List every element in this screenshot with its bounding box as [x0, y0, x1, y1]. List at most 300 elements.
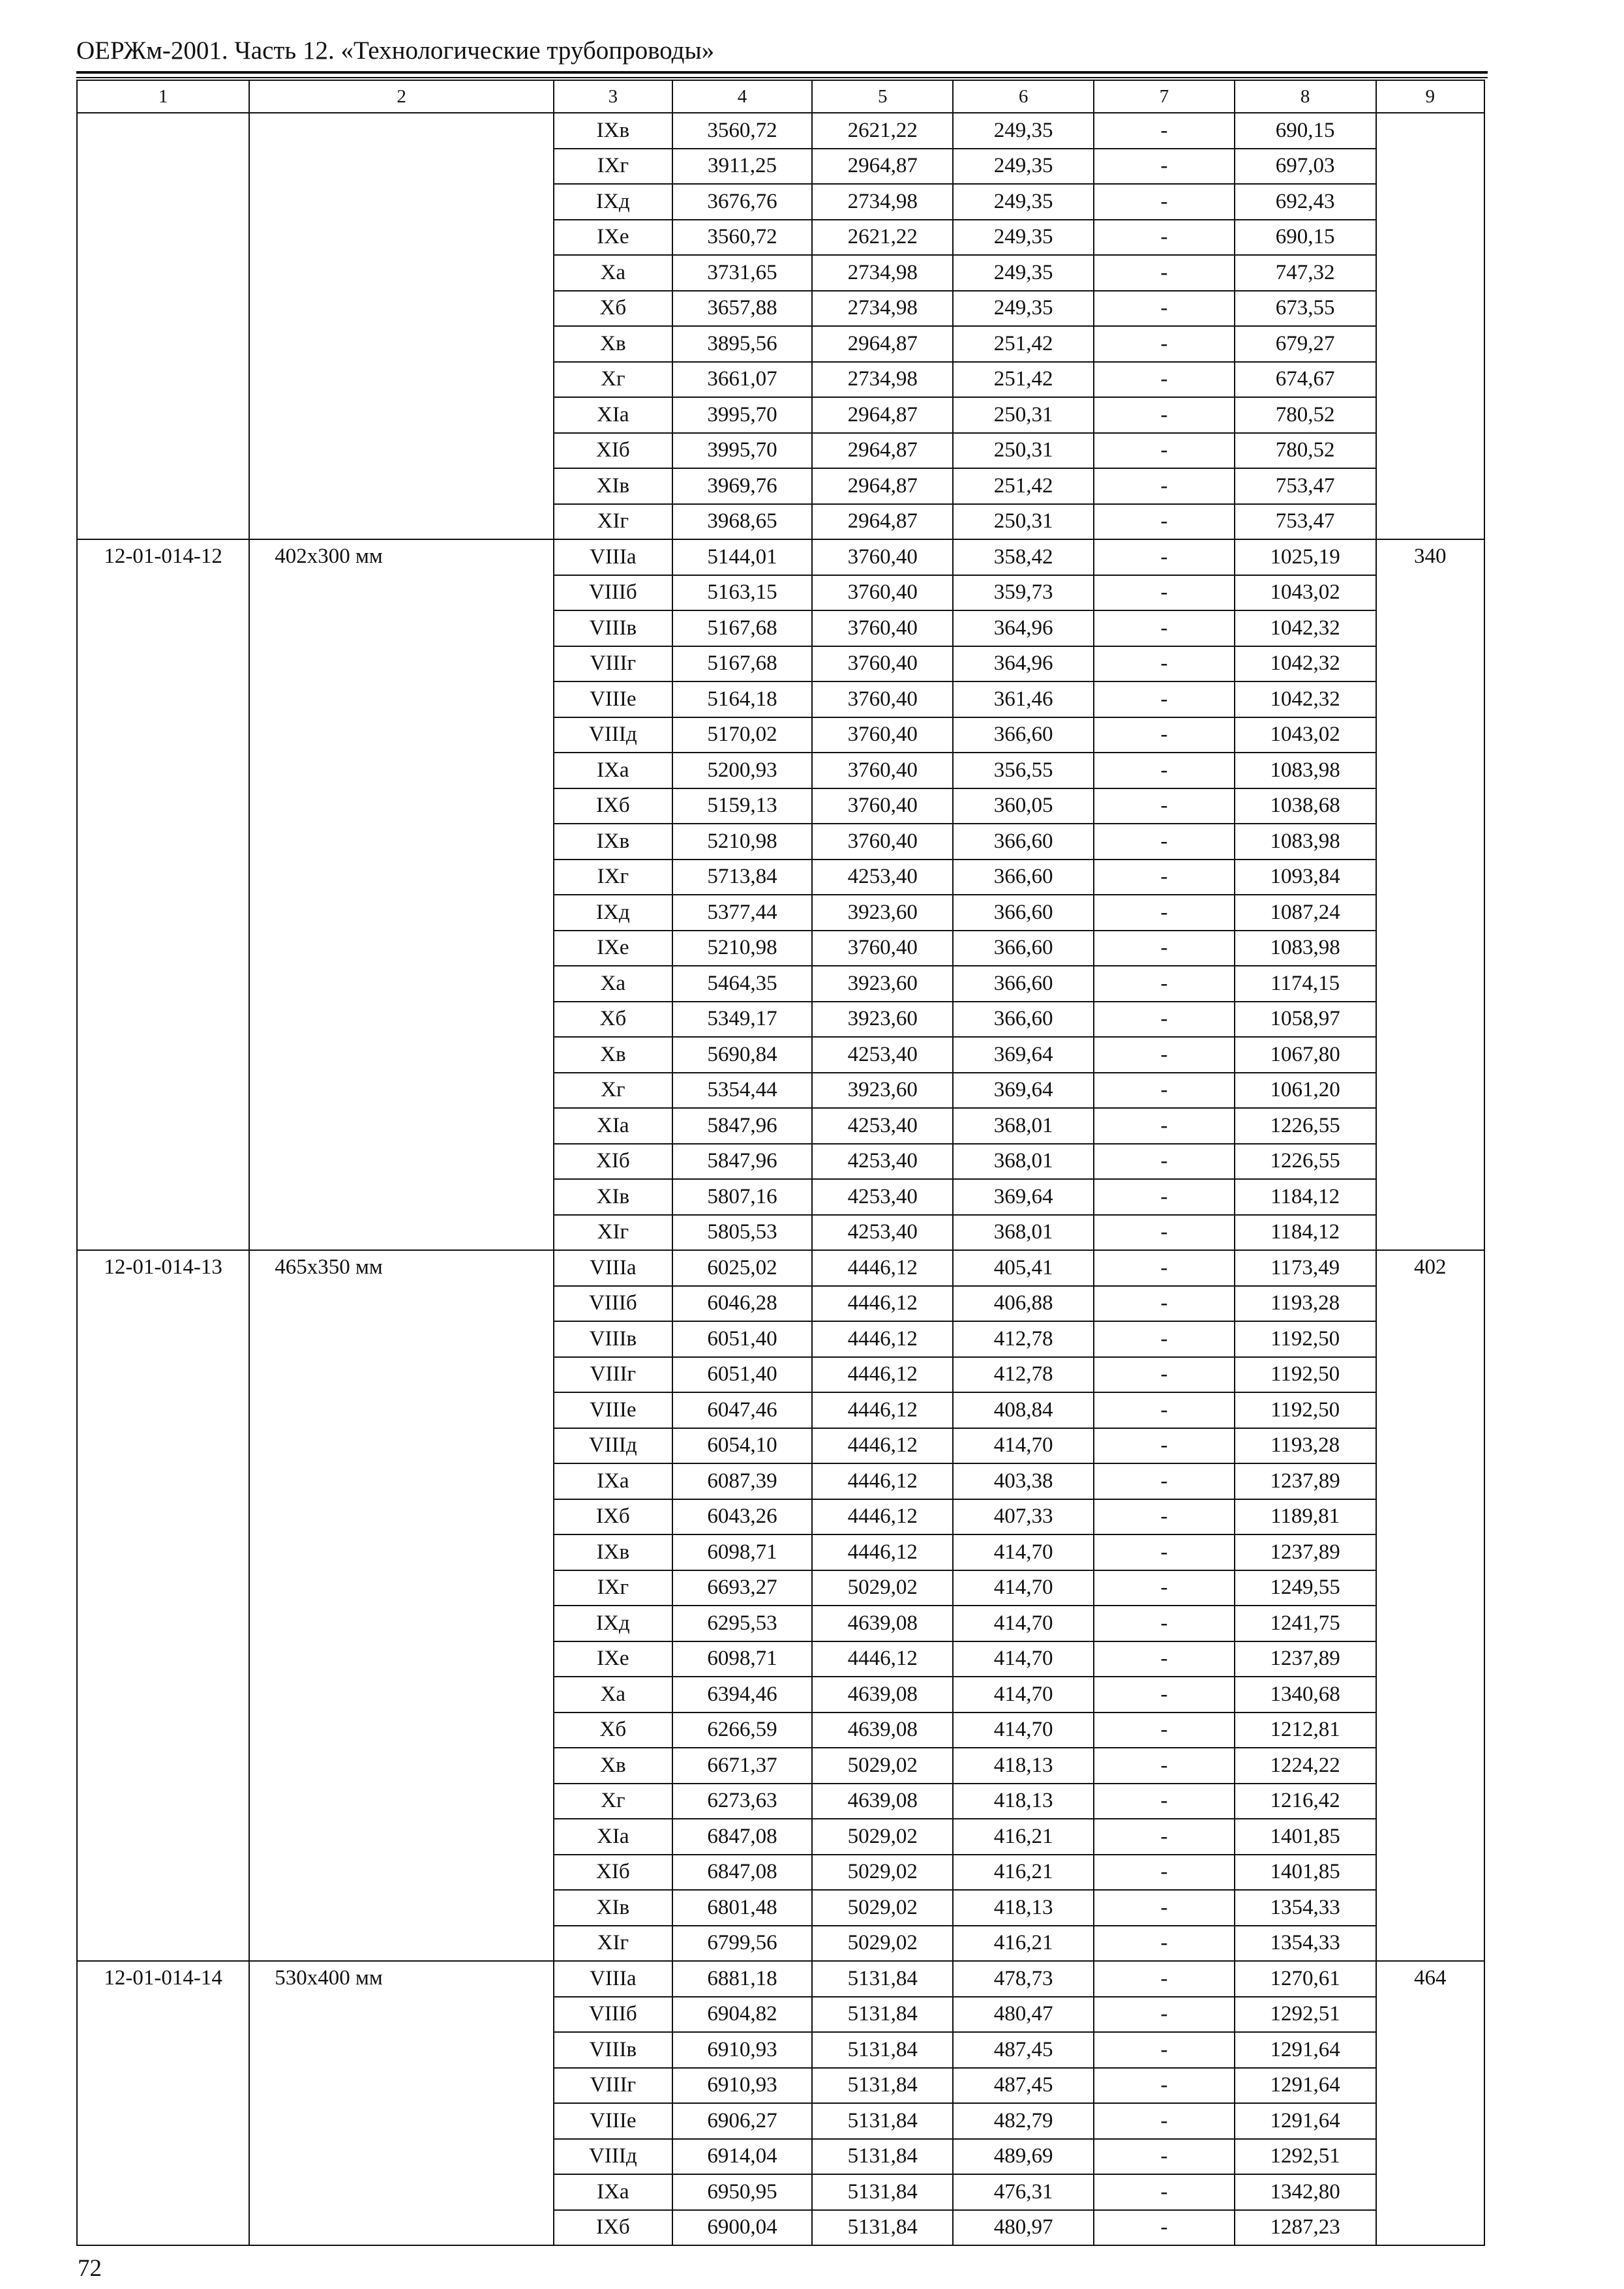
value-cell: 6693,27 — [672, 1570, 813, 1606]
category-cell: IXб — [554, 1499, 672, 1535]
category-cell: Xг — [554, 362, 672, 398]
category-cell: VIIIб — [554, 575, 672, 611]
price-table — [76, 80, 1485, 2246]
value-cell: 366,60 — [953, 895, 1094, 931]
value-cell: 249,35 — [953, 149, 1094, 185]
value-cell: 2621,22 — [812, 220, 953, 256]
value-cell: 250,31 — [953, 504, 1094, 540]
value-cell: 480,97 — [953, 2210, 1094, 2246]
value-cell: 3911,25 — [672, 149, 813, 185]
value-cell: 6394,46 — [672, 1677, 813, 1713]
value-cell: - — [1094, 1819, 1235, 1855]
value-cell: 4253,40 — [812, 1215, 953, 1251]
value-cell: 3760,40 — [812, 717, 953, 753]
value-cell: 2734,98 — [812, 184, 953, 220]
value-cell: - — [1094, 255, 1235, 291]
value-cell: 2964,87 — [812, 433, 953, 469]
value-cell: 6847,08 — [672, 1855, 813, 1891]
value-cell: 1043,02 — [1235, 575, 1376, 611]
value-cell: 5690,84 — [672, 1037, 813, 1073]
value-cell: 368,01 — [953, 1215, 1094, 1251]
category-cell: XIа — [554, 1819, 672, 1855]
value-cell: 5029,02 — [812, 1926, 953, 1962]
category-cell: VIIIе — [554, 1392, 672, 1428]
value-cell: 1173,49 — [1235, 1250, 1376, 1286]
value-cell: 1291,64 — [1235, 2068, 1376, 2104]
value-cell: - — [1094, 895, 1235, 931]
category-cell: VIIIа — [554, 1250, 672, 1286]
value-cell: 414,70 — [953, 1570, 1094, 1606]
value-cell: - — [1094, 1748, 1235, 1784]
category-cell: Xб — [554, 1713, 672, 1748]
value-cell: - — [1094, 1179, 1235, 1215]
value-cell: - — [1094, 1713, 1235, 1748]
rate-code-cell — [77, 113, 249, 539]
value-cell: - — [1094, 1002, 1235, 1038]
value-cell: 4446,12 — [812, 1392, 953, 1428]
value-cell: 3760,40 — [812, 931, 953, 966]
category-cell: IXг — [554, 1570, 672, 1606]
value-cell: 369,64 — [953, 1179, 1094, 1215]
page-number: 72 — [78, 2255, 102, 2282]
value-cell: 674,67 — [1235, 362, 1376, 398]
value-cell: 697,03 — [1235, 149, 1376, 185]
value-cell: 5210,98 — [672, 824, 813, 860]
value-cell: 1354,33 — [1235, 1926, 1376, 1962]
value-cell: - — [1094, 2068, 1235, 2104]
column-number-cell: 9 — [1376, 80, 1484, 113]
column-number-cell: 4 — [672, 80, 813, 113]
value-cell: 3760,40 — [812, 610, 953, 646]
value-cell: 6881,18 — [672, 1961, 813, 1997]
value-cell: 1212,81 — [1235, 1713, 1376, 1748]
value-cell: 1216,42 — [1235, 1784, 1376, 1819]
category-cell: XIб — [554, 1855, 672, 1891]
column-number-cell: 2 — [249, 80, 554, 113]
value-cell: 673,55 — [1235, 291, 1376, 327]
value-cell: 6904,82 — [672, 1997, 813, 2033]
category-cell: Xа — [554, 255, 672, 291]
value-cell: 369,64 — [953, 1037, 1094, 1073]
column-9-value-cell: 464 — [1376, 1961, 1484, 2245]
value-cell: 1184,12 — [1235, 1215, 1376, 1251]
value-cell: 753,47 — [1235, 504, 1376, 540]
value-cell: 1192,50 — [1235, 1321, 1376, 1357]
category-cell: VIIIг — [554, 2068, 672, 2104]
value-cell: - — [1094, 575, 1235, 611]
value-cell: 753,47 — [1235, 468, 1376, 504]
value-cell: 250,31 — [953, 433, 1094, 469]
value-cell: 6950,95 — [672, 2174, 813, 2210]
category-cell: VIIIд — [554, 2139, 672, 2175]
value-cell: 6671,37 — [672, 1748, 813, 1784]
value-cell: - — [1094, 2032, 1235, 2068]
value-cell: 1083,98 — [1235, 753, 1376, 788]
value-cell: - — [1094, 397, 1235, 433]
value-cell: 416,21 — [953, 1855, 1094, 1891]
category-cell: IXа — [554, 753, 672, 788]
category-cell: IXе — [554, 220, 672, 256]
value-cell: 1287,23 — [1235, 2210, 1376, 2246]
category-cell: IXг — [554, 149, 672, 185]
column-number-cell: 3 — [554, 80, 672, 113]
value-cell: 414,70 — [953, 1641, 1094, 1677]
value-cell: - — [1094, 1073, 1235, 1109]
value-cell: 414,70 — [953, 1428, 1094, 1464]
category-cell: VIIIв — [554, 2032, 672, 2068]
value-cell: - — [1094, 362, 1235, 398]
value-cell: 6799,56 — [672, 1926, 813, 1962]
value-cell: - — [1094, 1215, 1235, 1251]
value-cell: 4639,08 — [812, 1677, 953, 1713]
column-9-value-cell — [1376, 113, 1484, 539]
value-cell: 3760,40 — [812, 646, 953, 682]
value-cell: - — [1094, 433, 1235, 469]
category-cell: VIIIв — [554, 610, 672, 646]
value-cell: 5164,18 — [672, 681, 813, 717]
value-cell: 3895,56 — [672, 326, 813, 362]
value-cell: 4253,40 — [812, 860, 953, 895]
value-cell: 6295,53 — [672, 1606, 813, 1641]
value-cell: 407,33 — [953, 1499, 1094, 1535]
value-cell: 5131,84 — [812, 2210, 953, 2246]
value-cell: 6910,93 — [672, 2068, 813, 2104]
value-cell: - — [1094, 326, 1235, 362]
value-cell: - — [1094, 824, 1235, 860]
value-cell: - — [1094, 717, 1235, 753]
pipe-size-cell: 530х400 мм — [249, 1961, 554, 2245]
category-cell: Xа — [554, 966, 672, 1002]
value-cell: 359,73 — [953, 575, 1094, 611]
value-cell: - — [1094, 1392, 1235, 1428]
value-cell: - — [1094, 788, 1235, 824]
column-9-value-cell: 402 — [1376, 1250, 1484, 1961]
value-cell: 1237,89 — [1235, 1534, 1376, 1570]
value-cell: 5200,93 — [672, 753, 813, 788]
value-cell: 5159,13 — [672, 788, 813, 824]
value-cell: 1354,33 — [1235, 1890, 1376, 1926]
value-cell: 780,52 — [1235, 433, 1376, 469]
value-cell: 251,42 — [953, 468, 1094, 504]
value-cell: 6047,46 — [672, 1392, 813, 1428]
category-cell: XIг — [554, 504, 672, 540]
category-cell: VIIIд — [554, 1428, 672, 1464]
value-cell: 2734,98 — [812, 291, 953, 327]
value-cell: 4446,12 — [812, 1286, 953, 1322]
value-cell: 2621,22 — [812, 113, 953, 149]
value-cell: 1083,98 — [1235, 824, 1376, 860]
category-cell: Xб — [554, 1002, 672, 1038]
value-cell: 1292,51 — [1235, 2139, 1376, 2175]
column-number-cell: 7 — [1094, 80, 1235, 113]
value-cell: - — [1094, 184, 1235, 220]
value-cell: 1025,19 — [1235, 539, 1376, 575]
value-cell: 6910,93 — [672, 2032, 813, 2068]
category-cell: IXв — [554, 113, 672, 149]
category-cell: XIв — [554, 1179, 672, 1215]
value-cell: 364,96 — [953, 646, 1094, 682]
value-cell: 418,13 — [953, 1748, 1094, 1784]
value-cell: - — [1094, 1428, 1235, 1464]
value-cell: 478,73 — [953, 1961, 1094, 1997]
value-cell: 6051,40 — [672, 1357, 813, 1393]
rate-code-cell: 12-01-014-12 — [77, 539, 249, 1250]
value-cell: 690,15 — [1235, 220, 1376, 256]
value-cell: 6046,28 — [672, 1286, 813, 1322]
value-cell: - — [1094, 610, 1235, 646]
value-cell: 5029,02 — [812, 1819, 953, 1855]
value-cell: - — [1094, 291, 1235, 327]
header-rule-thin — [76, 77, 1488, 78]
category-cell: Xв — [554, 326, 672, 362]
category-cell: IXв — [554, 824, 672, 860]
document-header-title: ОЕРЖм-2001. Часть 12. «Технологические трубопроводы» — [76, 37, 715, 65]
value-cell: - — [1094, 860, 1235, 895]
category-cell: IXв — [554, 1534, 672, 1570]
value-cell: 1291,64 — [1235, 2103, 1376, 2139]
value-cell: 4446,12 — [812, 1321, 953, 1357]
value-cell: - — [1094, 2210, 1235, 2246]
value-cell: 6914,04 — [672, 2139, 813, 2175]
value-cell: 249,35 — [953, 255, 1094, 291]
value-cell: 366,60 — [953, 1002, 1094, 1038]
category-cell: VIIIа — [554, 539, 672, 575]
value-cell: - — [1094, 1961, 1235, 1997]
value-cell: 412,78 — [953, 1321, 1094, 1357]
value-cell: 366,60 — [953, 717, 1094, 753]
value-cell: 2964,87 — [812, 397, 953, 433]
value-cell: 249,35 — [953, 220, 1094, 256]
value-cell: 4446,12 — [812, 1357, 953, 1393]
value-cell: - — [1094, 1997, 1235, 2033]
value-cell: - — [1094, 1855, 1235, 1891]
category-cell: IXе — [554, 931, 672, 966]
value-cell: 2964,87 — [812, 149, 953, 185]
value-cell: 2734,98 — [812, 362, 953, 398]
value-cell: 5464,35 — [672, 966, 813, 1002]
value-cell: - — [1094, 2139, 1235, 2175]
value-cell: 4446,12 — [812, 1250, 953, 1286]
value-cell: 1067,80 — [1235, 1037, 1376, 1073]
column-number-row — [77, 80, 1484, 113]
category-cell: VIIIд — [554, 717, 672, 753]
value-cell: 414,70 — [953, 1534, 1094, 1570]
value-cell: 747,32 — [1235, 255, 1376, 291]
value-cell: 6098,71 — [672, 1534, 813, 1570]
value-cell: 408,84 — [953, 1392, 1094, 1428]
value-cell: - — [1094, 931, 1235, 966]
value-cell: 1083,98 — [1235, 931, 1376, 966]
value-cell: 476,31 — [953, 2174, 1094, 2210]
value-cell: 5805,53 — [672, 1215, 813, 1251]
value-cell: 368,01 — [953, 1108, 1094, 1144]
category-cell: XIб — [554, 1144, 672, 1180]
category-cell: VIIIб — [554, 1286, 672, 1322]
value-cell: 1292,51 — [1235, 1997, 1376, 2033]
value-cell: 487,45 — [953, 2032, 1094, 2068]
value-cell: 3923,60 — [812, 895, 953, 931]
value-cell: 249,35 — [953, 291, 1094, 327]
value-cell: 5167,68 — [672, 646, 813, 682]
value-cell: 4446,12 — [812, 1641, 953, 1677]
value-cell: 1340,68 — [1235, 1677, 1376, 1713]
category-cell: IXд — [554, 184, 672, 220]
value-cell: 3995,70 — [672, 433, 813, 469]
pipe-size-cell — [249, 113, 554, 539]
value-cell: 5029,02 — [812, 1748, 953, 1784]
value-cell: 5847,96 — [672, 1144, 813, 1180]
value-cell: 5847,96 — [672, 1108, 813, 1144]
value-cell: 3731,65 — [672, 255, 813, 291]
value-cell: - — [1094, 1357, 1235, 1393]
value-cell: 3676,76 — [672, 184, 813, 220]
value-cell: 3560,72 — [672, 220, 813, 256]
category-cell: IXд — [554, 895, 672, 931]
category-cell: VIIIг — [554, 1357, 672, 1393]
value-cell: 249,35 — [953, 113, 1094, 149]
value-cell: 1226,55 — [1235, 1108, 1376, 1144]
value-cell: 3760,40 — [812, 681, 953, 717]
category-cell: IXа — [554, 2174, 672, 2210]
value-cell: - — [1094, 753, 1235, 788]
value-cell: 412,78 — [953, 1357, 1094, 1393]
value-cell: 5170,02 — [672, 717, 813, 753]
value-cell: 5377,44 — [672, 895, 813, 931]
value-cell: - — [1094, 220, 1235, 256]
value-cell: 1042,32 — [1235, 681, 1376, 717]
value-cell: 364,96 — [953, 610, 1094, 646]
table-row — [77, 113, 1484, 149]
value-cell: 366,60 — [953, 824, 1094, 860]
value-cell: 416,21 — [953, 1926, 1094, 1962]
value-cell: 403,38 — [953, 1463, 1094, 1499]
value-cell: - — [1094, 1250, 1235, 1286]
value-cell: 4446,12 — [812, 1499, 953, 1535]
value-cell: 5354,44 — [672, 1073, 813, 1109]
value-cell: 5807,16 — [672, 1179, 813, 1215]
category-cell: Xв — [554, 1037, 672, 1073]
value-cell: - — [1094, 681, 1235, 717]
column-number-cell: 6 — [953, 80, 1094, 113]
value-cell: 1401,85 — [1235, 1855, 1376, 1891]
table-row — [77, 1250, 1484, 1286]
value-cell: 4639,08 — [812, 1784, 953, 1819]
value-cell: - — [1094, 1784, 1235, 1819]
value-cell: - — [1094, 1286, 1235, 1322]
rate-code-cell: 12-01-014-13 — [77, 1250, 249, 1961]
value-cell: 5210,98 — [672, 931, 813, 966]
value-cell: 3968,65 — [672, 504, 813, 540]
value-cell: - — [1094, 646, 1235, 682]
value-cell: 487,45 — [953, 2068, 1094, 2104]
value-cell: 1270,61 — [1235, 1961, 1376, 1997]
value-cell: 1237,89 — [1235, 1641, 1376, 1677]
value-cell: 5131,84 — [812, 2068, 953, 2104]
category-cell: IXб — [554, 788, 672, 824]
value-cell: - — [1094, 1926, 1235, 1962]
value-cell: 2964,87 — [812, 326, 953, 362]
column-number-cell: 8 — [1235, 80, 1376, 113]
value-cell: 4639,08 — [812, 1713, 953, 1748]
value-cell: 406,88 — [953, 1286, 1094, 1322]
value-cell: 4446,12 — [812, 1428, 953, 1464]
value-cell: 5713,84 — [672, 860, 813, 895]
value-cell: - — [1094, 2174, 1235, 2210]
value-cell: 5131,84 — [812, 2032, 953, 2068]
value-cell: 2964,87 — [812, 468, 953, 504]
value-cell: - — [1094, 149, 1235, 185]
value-cell: - — [1094, 1534, 1235, 1570]
value-cell: - — [1094, 1570, 1235, 1606]
pipe-size-cell: 402х300 мм — [249, 539, 554, 1250]
value-cell: 1087,24 — [1235, 895, 1376, 931]
category-cell: VIIIе — [554, 2103, 672, 2139]
value-cell: 6906,27 — [672, 2103, 813, 2139]
category-cell: XIв — [554, 1890, 672, 1926]
category-cell: XIв — [554, 468, 672, 504]
column-number-cell: 1 — [77, 80, 249, 113]
value-cell: - — [1094, 1606, 1235, 1641]
value-cell: 2964,87 — [812, 504, 953, 540]
rate-code-cell: 12-01-014-14 — [77, 1961, 249, 2245]
table-row — [77, 1961, 1484, 1997]
value-cell: - — [1094, 1463, 1235, 1499]
value-cell: 1093,84 — [1235, 860, 1376, 895]
value-cell: - — [1094, 2103, 1235, 2139]
pipe-size-cell: 465х350 мм — [249, 1250, 554, 1961]
value-cell: 418,13 — [953, 1784, 1094, 1819]
header-rule — [76, 71, 1488, 74]
value-cell: 4253,40 — [812, 1108, 953, 1144]
value-cell: 780,52 — [1235, 397, 1376, 433]
value-cell: 1193,28 — [1235, 1286, 1376, 1322]
value-cell: 5131,84 — [812, 2103, 953, 2139]
category-cell: XIа — [554, 1108, 672, 1144]
value-cell: 5167,68 — [672, 610, 813, 646]
value-cell: 5163,15 — [672, 575, 813, 611]
value-cell: 1184,12 — [1235, 1179, 1376, 1215]
value-cell: 482,79 — [953, 2103, 1094, 2139]
value-cell: 414,70 — [953, 1606, 1094, 1641]
value-cell: 2734,98 — [812, 255, 953, 291]
value-cell: 1401,85 — [1235, 1819, 1376, 1855]
value-cell: 6051,40 — [672, 1321, 813, 1357]
value-cell: 414,70 — [953, 1713, 1094, 1748]
value-cell: 358,42 — [953, 539, 1094, 575]
value-cell: 414,70 — [953, 1677, 1094, 1713]
value-cell: 3661,07 — [672, 362, 813, 398]
value-cell: 3760,40 — [812, 788, 953, 824]
value-cell: - — [1094, 1037, 1235, 1073]
category-cell: VIIIе — [554, 681, 672, 717]
category-cell: XIб — [554, 433, 672, 469]
value-cell: - — [1094, 1890, 1235, 1926]
value-cell: 416,21 — [953, 1819, 1094, 1855]
value-cell: 1226,55 — [1235, 1144, 1376, 1180]
value-cell: 368,01 — [953, 1144, 1094, 1180]
value-cell: 1241,75 — [1235, 1606, 1376, 1641]
value-cell: 3760,40 — [812, 539, 953, 575]
value-cell: 1193,28 — [1235, 1428, 1376, 1464]
value-cell: 679,27 — [1235, 326, 1376, 362]
value-cell: - — [1094, 1677, 1235, 1713]
category-cell: IXг — [554, 860, 672, 895]
value-cell: 6900,04 — [672, 2210, 813, 2246]
value-cell: 3923,60 — [812, 966, 953, 1002]
category-cell: IXа — [554, 1463, 672, 1499]
value-cell: 4446,12 — [812, 1463, 953, 1499]
category-cell: Xг — [554, 1073, 672, 1109]
